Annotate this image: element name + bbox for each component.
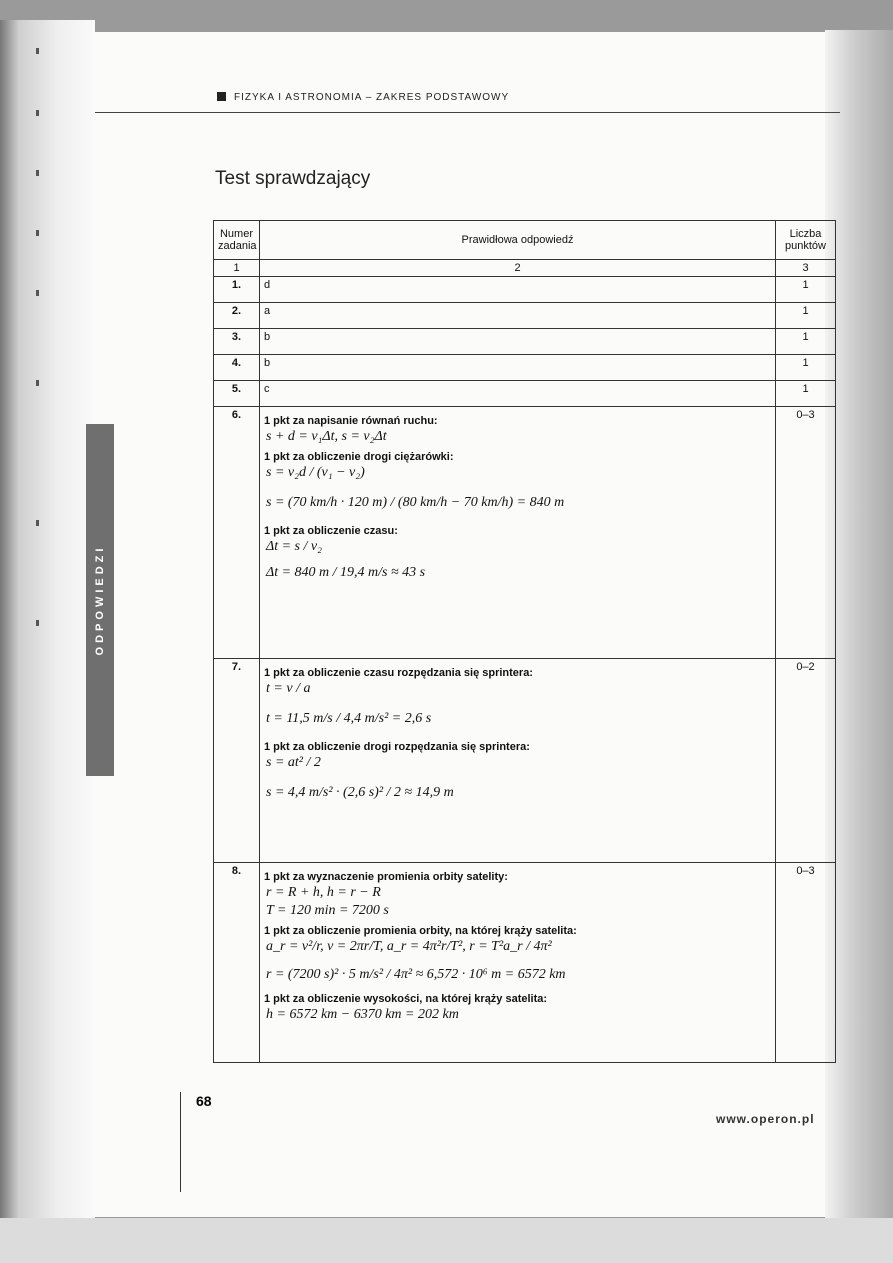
task-number: 4. bbox=[214, 355, 260, 381]
solution-step: 1 pkt za obliczenie drogi ciężarówki: bbox=[264, 451, 454, 463]
task-points: 1 bbox=[776, 303, 836, 329]
header-answer: Prawidłowa odpowiedź bbox=[260, 221, 776, 260]
table-index-row bbox=[214, 260, 836, 277]
table-row bbox=[214, 303, 836, 329]
equation: Δt = s / v₂ bbox=[266, 539, 322, 554]
solution-step: 1 pkt za obliczenie czasu rozpędzania się sprintera: bbox=[264, 667, 533, 679]
task-answer: a bbox=[260, 303, 776, 329]
task-solution bbox=[260, 407, 776, 659]
publisher-url: www.operon.pl bbox=[716, 1112, 815, 1126]
task-points: 1 bbox=[776, 355, 836, 381]
table-row-task-7 bbox=[214, 659, 836, 863]
equation: t = 11,5 m/s / 4,4 m/s² = 2,6 s bbox=[266, 711, 432, 726]
equation: T = 120 min = 7200 s bbox=[266, 903, 389, 918]
equation: a_r = v²/r, v = 2πr/T, a_r = 4π²r/T², r = T²a_r / 4π² bbox=[266, 939, 552, 954]
table-header-row bbox=[214, 221, 836, 260]
task-points: 0–3 bbox=[776, 863, 836, 1063]
header-square-icon bbox=[217, 92, 226, 101]
task-number: 7. bbox=[214, 659, 260, 863]
header-number: Numer zadania bbox=[214, 221, 260, 260]
table-row bbox=[214, 381, 836, 407]
solution-step: 1 pkt za obliczenie drogi rozpędzania się sprintera: bbox=[264, 741, 530, 753]
task-answer: b bbox=[260, 329, 776, 355]
task-points: 0–2 bbox=[776, 659, 836, 863]
index-cell: 3 bbox=[776, 260, 836, 277]
solution-step: 1 pkt za napisanie równań ruchu: bbox=[264, 415, 438, 427]
solution-step: 1 pkt za obliczenie czasu: bbox=[264, 525, 398, 537]
solution-step: 1 pkt za wyznaczenie promienia orbity satelity: bbox=[264, 871, 508, 883]
task-answer: d bbox=[260, 277, 776, 303]
equation: h = 6572 km − 6370 km = 202 km bbox=[266, 1007, 459, 1022]
book-page-edges bbox=[0, 20, 95, 1220]
task-number: 5. bbox=[214, 381, 260, 407]
index-cell: 2 bbox=[260, 260, 776, 277]
task-number: 6. bbox=[214, 407, 260, 659]
table-row bbox=[214, 329, 836, 355]
task-number: 2. bbox=[214, 303, 260, 329]
page-title: Test sprawdzający bbox=[215, 168, 371, 189]
task-points: 1 bbox=[776, 381, 836, 407]
table-row bbox=[214, 355, 836, 381]
header-rule bbox=[95, 112, 840, 113]
equation: r = (7200 s)² · 5 m/s² / 4π² ≈ 6,572 · 10⁶ m = 6572 km bbox=[266, 967, 566, 982]
solution-step: 1 pkt za obliczenie promienia orbity, na której krąży satelita: bbox=[264, 925, 577, 937]
equation: s = (70 km/h · 120 m) / (80 km/h − 70 km/h) = 840 m bbox=[266, 495, 565, 510]
scan-background bbox=[0, 1218, 893, 1263]
equation: s = 4,4 m/s² · (2,6 s)² / 2 ≈ 14,9 m bbox=[266, 785, 454, 800]
table-row bbox=[214, 277, 836, 303]
equation: r = R + h, h = r − R bbox=[266, 885, 381, 900]
table-row-task-6 bbox=[214, 407, 836, 659]
task-number: 3. bbox=[214, 329, 260, 355]
index-cell: 1 bbox=[214, 260, 260, 277]
task-answer: c bbox=[260, 381, 776, 407]
solution-step: 1 pkt za obliczenie wysokości, na której krąży satelita: bbox=[264, 993, 548, 1005]
page-number: 68 bbox=[196, 1093, 212, 1109]
answers-table bbox=[213, 220, 836, 1063]
section-tab-label: ODPOWIEDZI bbox=[94, 544, 106, 656]
task-number: 1. bbox=[214, 277, 260, 303]
equation: t = v / a bbox=[266, 681, 311, 696]
task-points: 1 bbox=[776, 277, 836, 303]
equation: s + d = v₁Δt, s = v₂Δt bbox=[266, 429, 387, 444]
header-points: Liczba punktów bbox=[776, 221, 836, 260]
section-tab bbox=[86, 424, 114, 776]
task-solution bbox=[260, 863, 776, 1063]
table-row-task-8 bbox=[214, 863, 836, 1063]
task-number: 8. bbox=[214, 863, 260, 1063]
task-points: 1 bbox=[776, 329, 836, 355]
task-solution bbox=[260, 659, 776, 863]
task-points: 0–3 bbox=[776, 407, 836, 659]
task-answer: b bbox=[260, 355, 776, 381]
footer-rule bbox=[180, 1092, 181, 1192]
running-header bbox=[217, 92, 509, 103]
header-text: FIZYKA I ASTRONOMIA – ZAKRES PODSTAWOWY bbox=[234, 92, 510, 103]
equation: Δt = 840 m / 19,4 m/s ≈ 43 s bbox=[266, 565, 426, 580]
equation: s = v₂d / (v₁ − v₂) bbox=[266, 465, 365, 480]
equation: s = at² / 2 bbox=[266, 755, 321, 770]
